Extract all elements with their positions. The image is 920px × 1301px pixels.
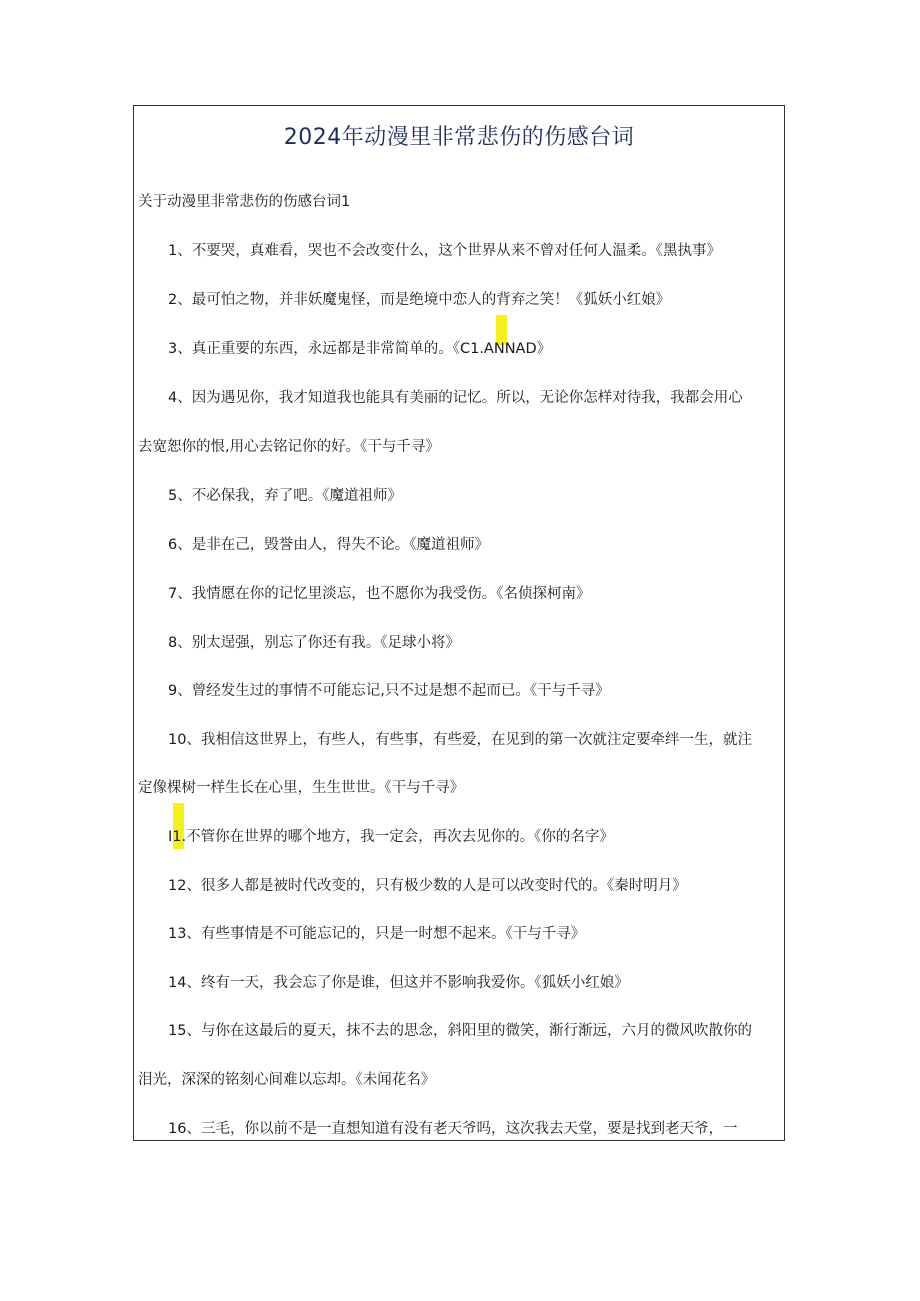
- quote-line: 10、我相信这世界上，有些人，有些事，有些爱，在见到的第一次就注定要牵绊一生，就注: [168, 732, 752, 748]
- quote-line-continuation: 定像棵树一样生长在心里，生生世世。《干与千寻》: [138, 780, 465, 796]
- document-title: 2024年动漫里非常悲伤的伤感台词: [283, 125, 635, 150]
- quote-line: 12、很多人都是被时代改变的，只有极少数的人是可以改变时代的。《秦时明月》: [168, 878, 687, 894]
- quote-line: 6、是非在己，毁誉由人，得失不论。《魔道祖师》: [168, 537, 489, 553]
- quote-line: 4、因为遇见你，我才知道我也能具有美丽的记忆。所以，无论你怎样对待我，我都会用心: [168, 390, 743, 406]
- quote-line-continuation: 去宽恕你的恨,用心去铭记你的好。《干与千寻》: [138, 439, 440, 455]
- quote-line: 2、最可怕之物，并非妖魔鬼怪，而是绝境中恋人的背弃之笑！《狐妖小红娘》: [168, 292, 671, 308]
- section-heading: 关于动漫里非常悲伤的伤感台词1: [138, 194, 351, 210]
- quote-line: 15、与你在这最后的夏天，抹不去的思念，斜阳里的微笑，渐行渐远，六月的微风吹散你的: [168, 1023, 752, 1039]
- quote-line: 14、终有一天，我会忘了你是谁，但这并不影响我爱你。《狐妖小红娘》: [168, 975, 629, 991]
- quote-line: 9、曾经发生过的事情不可能忘记,只不过是想不起而已。《干与千寻》: [168, 683, 610, 699]
- quote-line: 8、别太逞强，别忘了你还有我。《足球小将》: [168, 635, 460, 651]
- quote-line: 3、真正重要的东西，永远都是非常简单的。《C1.ANNAD》: [168, 341, 552, 357]
- quote-line: 16、三毛，你以前不是一直想知道有没有老天爷吗，这次我去天堂，要是找到老天爷，一: [168, 1121, 738, 1137]
- quote-line: 13、有些事情是不可能忘记的，只是一时想不起来。《干与千寻》: [168, 926, 586, 942]
- quote-line: 1、不要哭，真难看，哭也不会改变什么，这个世界从来不曾对任何人温柔。《黑执事》: [168, 243, 721, 259]
- quote-line-continuation: 泪光，深深的铭刻心间难以忘却。《未闻花名》: [138, 1072, 436, 1088]
- quote-line: I1.不管你在世界的哪个地方，我一定会，再次去见你的。《你的名字》: [168, 829, 614, 845]
- document-page: [133, 105, 785, 1141]
- quote-line: 5、不必保我，弃了吧。《魔道祖师》: [168, 488, 402, 504]
- quote-line: 7、我情愿在你的记忆里淡忘，也不愿你为我受伤。《名侦探柯南》: [168, 586, 591, 602]
